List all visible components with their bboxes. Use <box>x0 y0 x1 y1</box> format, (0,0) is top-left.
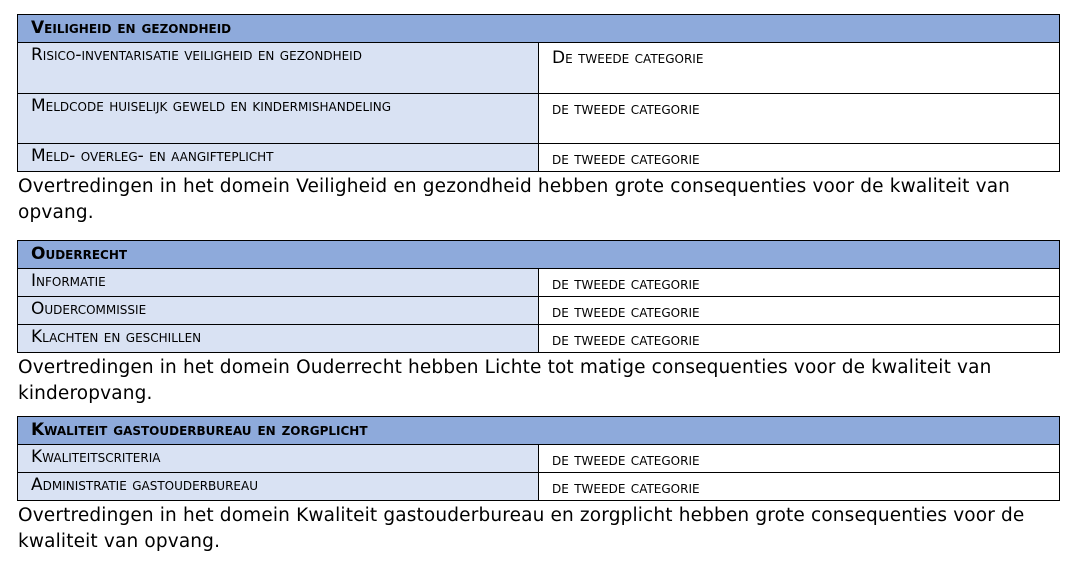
section-veiligheid <box>17 14 1060 226</box>
section-note: Overtredingen in het domein Kwaliteit gastouderbureau en zorgplicht hebben grote consequenties voor de kwaliteit van opvang. <box>18 505 1025 552</box>
section-kwaliteit <box>17 416 1060 555</box>
row-label: Informatie <box>18 269 539 297</box>
row-value <box>539 43 1060 94</box>
row-value <box>539 94 1060 144</box>
row-value <box>539 297 1060 325</box>
row-value <box>539 325 1060 353</box>
section-title: Veiligheid en gezondheid <box>18 15 1060 43</box>
category-table <box>17 240 1060 353</box>
row-value <box>539 269 1060 297</box>
row-label: Klachten en geschillen <box>18 325 539 353</box>
row-value-text: de tweede categorie <box>552 149 700 169</box>
row-value <box>539 445 1060 473</box>
row-value <box>539 473 1060 501</box>
row-value-text: de tweede categorie <box>552 450 700 470</box>
row-label: Meld- overleg- en aangifteplicht <box>18 144 539 172</box>
row-value-text: de tweede categorie <box>552 330 700 350</box>
row-label: Kwaliteitscriteria <box>18 445 539 473</box>
section-note: Overtredingen in het domein Veiligheid en gezondheid hebben grote consequenties voor de kwaliteit van opvang. <box>18 176 1011 223</box>
row-value-text: de tweede categorie <box>552 274 700 294</box>
section-note: Overtredingen in het domein Ouderrecht hebben Lichte tot matige consequenties voor de kwaliteit van kinderopvang. <box>18 357 992 404</box>
section-title: Kwaliteit gastouderbureau en zorgplicht <box>18 417 1060 445</box>
row-value-text: de tweede categorie <box>552 302 700 322</box>
row-value-text: De tweede categorie <box>552 48 704 68</box>
category-table <box>17 416 1060 501</box>
row-value-text: de tweede categorie <box>552 99 700 119</box>
row-value-text: de tweede categorie <box>552 478 700 498</box>
section-ouderrecht <box>17 240 1060 407</box>
row-label: Administratie gastouderbureau <box>18 473 539 501</box>
row-label: Risico-inventarisatie veiligheid en gezondheid <box>18 43 539 94</box>
row-label: Oudercommissie <box>18 297 539 325</box>
section-title: Ouderrecht <box>18 241 1060 269</box>
category-table <box>17 14 1060 172</box>
row-label: Meldcode huiselijk geweld en kindermishandeling <box>18 94 539 144</box>
row-value <box>539 144 1060 172</box>
